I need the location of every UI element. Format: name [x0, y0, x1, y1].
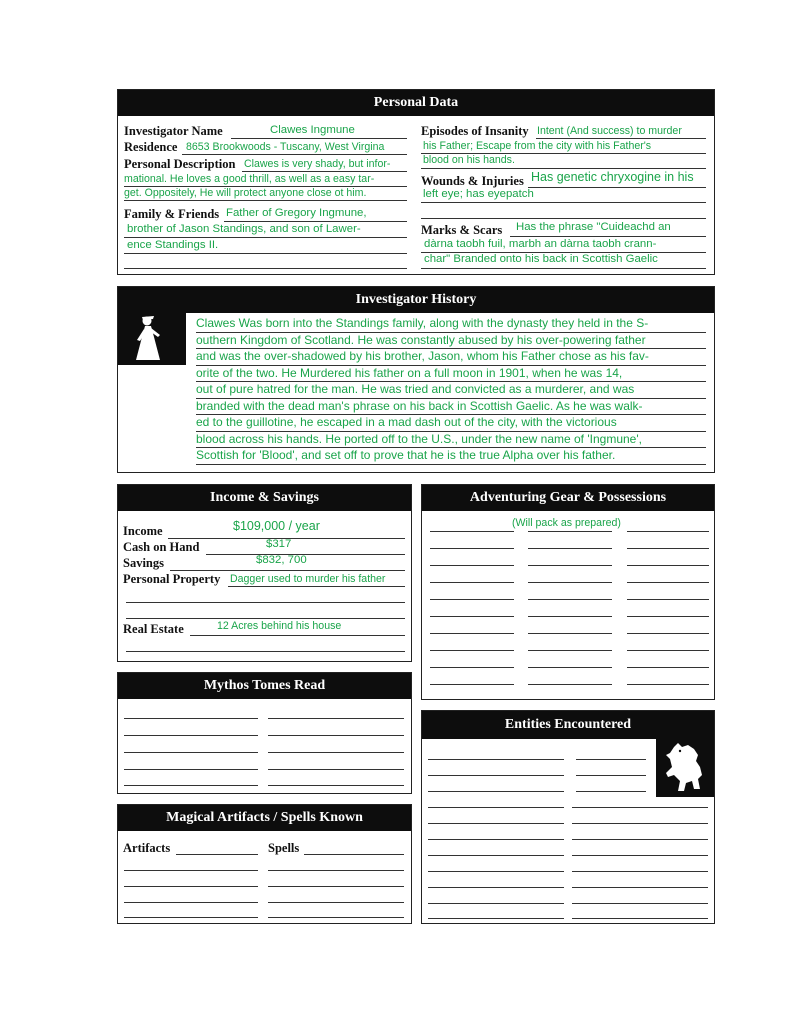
investigator-name-value[interactable]: Clawes Ingmune [270, 124, 355, 136]
income-savings-header: Income & Savings [118, 485, 411, 511]
investigator-name-label: Investigator Name [124, 124, 223, 138]
history-line[interactable]: out of pure hatred for the man. He was tried and convicted as a murderer, and was [196, 381, 706, 399]
gear-note[interactable]: (Will pack as prepared) [512, 517, 621, 529]
family-friends-label: Family & Friends [124, 207, 220, 221]
family-friends-line[interactable]: Father of Gregory Ingmune, [226, 207, 367, 219]
history-line[interactable]: orite of the two. He Murdered his father on a full moon in 1901, when he was 14, [196, 365, 706, 383]
savings-value[interactable]: $832, 700 [256, 554, 307, 566]
history-line[interactable]: Scottish for 'Blood', and set off to prove that he is the true Alpha over his father. [196, 447, 706, 465]
mythos-tomes-header: Mythos Tomes Read [118, 673, 411, 699]
residence-label: Residence [124, 140, 178, 154]
entity-portrait [656, 739, 714, 797]
history-header: Investigator History [118, 287, 714, 313]
spells-label: Spells [268, 841, 300, 855]
cash-on-hand-value[interactable]: $317 [266, 538, 292, 550]
residence-value[interactable]: 8653 Brookwoods - Tuscany, West Virgina [186, 141, 385, 153]
personal-data-header: Personal Data [118, 90, 714, 116]
adventuring-gear-header: Adventuring Gear & Possessions [422, 485, 714, 511]
history-line[interactable]: ed to the guillotine, he escaped in a mad dash out of the city, with the victorious [196, 414, 706, 432]
income-value[interactable]: $109,000 / year [233, 519, 320, 533]
income-savings-section [117, 484, 412, 662]
personal-description-label: Personal Description [124, 157, 236, 171]
personal-property-label: Personal Property [123, 572, 221, 586]
investigator-history-section [117, 286, 715, 473]
magical-artifacts-header: Magical Artifacts / Spells Known [118, 805, 411, 831]
insanity-line[interactable]: Intent (And success) to murder [537, 125, 682, 137]
magical-artifacts-section [117, 804, 412, 924]
marks-scars-line[interactable]: dàrna taobh fuil, marbh an dàrna taobh crann- [424, 238, 657, 250]
marks-scars-label: Marks & Scars [421, 223, 503, 237]
history-line[interactable]: and was the over-shadowed by his brother, Jason, whom his Father chose as his fav- [196, 348, 706, 366]
entities-section [421, 710, 715, 924]
marks-scars-line[interactable]: char" Branded onto his back in Scottish Gaelic [424, 253, 658, 265]
marks-scars-line[interactable]: Has the phrase "Cuideachd an [516, 221, 671, 233]
wounds-label: Wounds & Injuries [421, 174, 524, 188]
bear-monster-icon [656, 739, 714, 797]
history-line[interactable]: outhern Kingdom of Scotland. He was constantly abused by his over-powering father [196, 332, 706, 350]
artifacts-label: Artifacts [123, 841, 171, 855]
insanity-line[interactable]: blood on his hands. [423, 154, 515, 166]
personal-data-section [117, 89, 715, 275]
adventuring-gear-section [421, 484, 715, 700]
cash-on-hand-label: Cash on Hand [123, 540, 200, 554]
personal-description-line[interactable]: get. Oppositely, He will protect anyone close ot him. [124, 187, 367, 199]
real-estate-value[interactable]: 12 Acres behind his house [217, 620, 342, 632]
investigator-portrait [118, 313, 186, 365]
wounds-line[interactable]: left eye; has eyepatch [423, 188, 534, 200]
history-line[interactable]: branded with the dead man's phrase on his back in Scottish Gaelic. As he was walk- [196, 398, 706, 416]
entities-header: Entities Encountered [422, 711, 714, 739]
insanity-line[interactable]: his Father; Escape from the city with his Father's [423, 140, 652, 152]
income-label: Income [123, 524, 163, 538]
personal-description-line[interactable]: mational. He loves a good thrill, as well as a easy tar- [124, 173, 375, 185]
insanity-label: Episodes of Insanity [421, 124, 529, 138]
woman-silhouette-icon [118, 313, 186, 365]
personal-description-line[interactable]: Clawes is very shady, but infor- [244, 158, 391, 170]
mythos-tomes-section [117, 672, 412, 794]
wounds-line[interactable]: Has genetic chryxogine in his [531, 170, 694, 184]
savings-label: Savings [123, 556, 164, 570]
history-line[interactable]: Clawes Was born into the Standings family, along with the dynasty they held in the S- [196, 315, 706, 333]
history-line[interactable]: blood across his hands. He ported off to the U.S., under the new name of 'Ingmune', [196, 431, 706, 449]
family-friends-line[interactable]: ence Standings II. [127, 239, 219, 251]
family-friends-line[interactable]: brother of Jason Standings, and son of Lawer- [127, 223, 361, 235]
real-estate-label: Real Estate [123, 622, 184, 636]
personal-property-value[interactable]: Dagger used to murder his father [230, 573, 386, 585]
